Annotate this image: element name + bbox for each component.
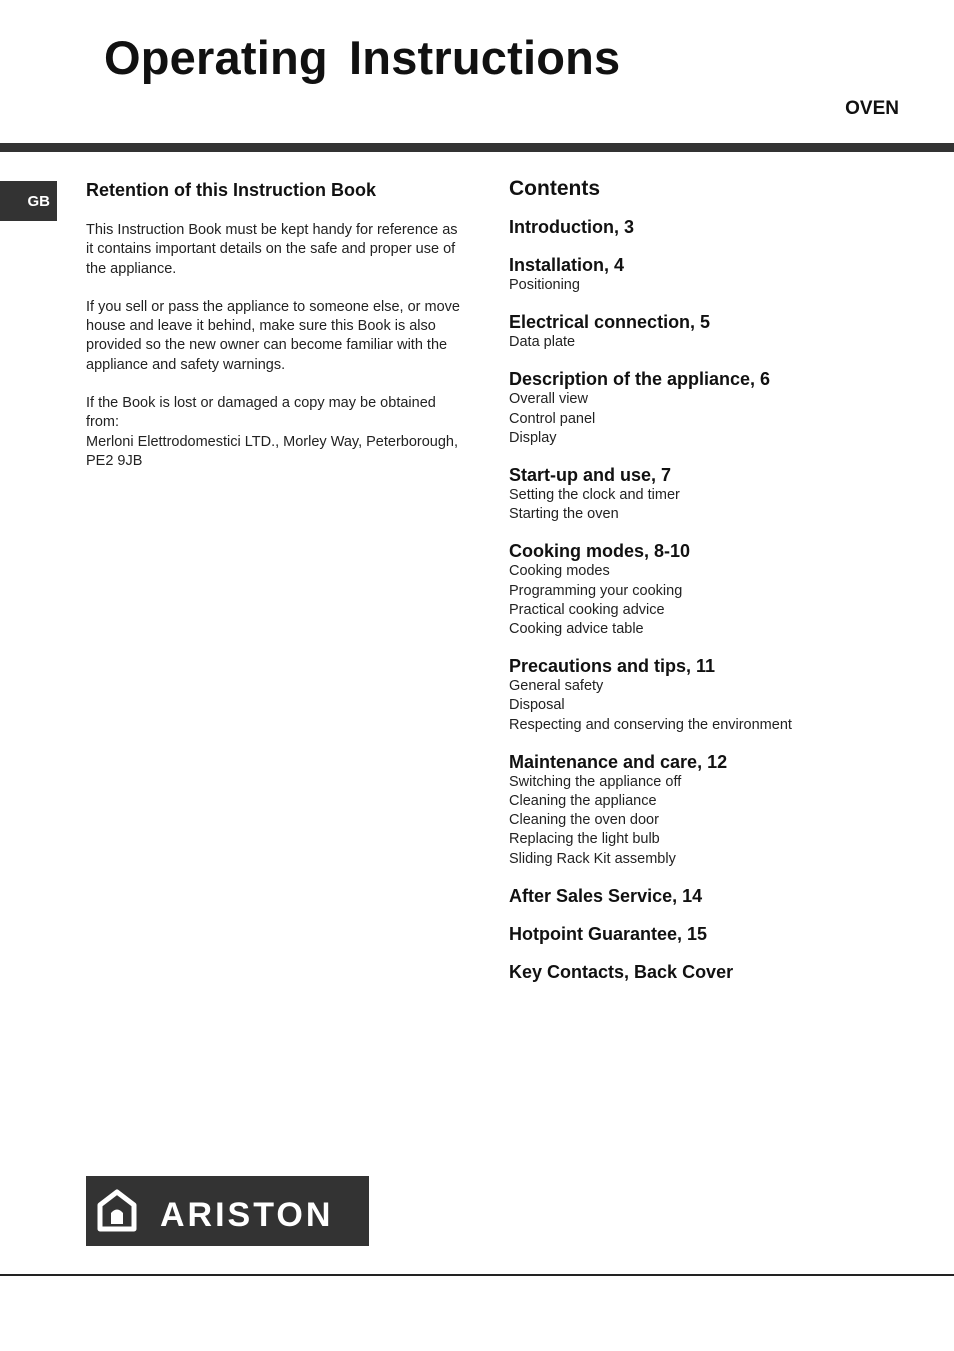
toc-subitem: Cooking modes xyxy=(509,563,610,580)
product-label: OVEN xyxy=(845,98,899,119)
toc-subitem: Overall view xyxy=(509,391,588,408)
lost-book-paragraph xyxy=(86,394,466,471)
footer-divider xyxy=(0,1274,954,1276)
toc-entry-title: Maintenance and care, 12 xyxy=(509,751,728,772)
toc-entry xyxy=(509,464,929,524)
lost-book-text: If the Book is lost or damaged a copy may be obtained from: xyxy=(86,395,436,431)
retention-heading: Retention of this Instruction Book xyxy=(86,180,376,200)
toc-entry-title: Cooking modes, 8-10 xyxy=(509,541,691,562)
toc-entry-title: Key Contacts, Back Cover xyxy=(509,961,734,982)
page-title: Operating Instructions xyxy=(104,31,621,84)
table-of-contents xyxy=(509,216,929,983)
toc-entry xyxy=(509,961,929,983)
toc-subitem: Cleaning the appliance xyxy=(509,793,657,810)
toc-entry xyxy=(509,923,929,945)
contents-section xyxy=(509,176,929,999)
toc-entry-title: Hotpoint Guarantee, 15 xyxy=(509,923,708,944)
toc-subitem: Respecting and conserving the environment xyxy=(509,716,792,733)
toc-entry xyxy=(509,655,929,735)
toc-entry-title: Introduction, 3 xyxy=(509,217,634,237)
toc-subitem: Positioning xyxy=(509,277,580,293)
language-tab: GB xyxy=(0,181,57,221)
retention-paragraph: If you sell or pass the appliance to someone else, or move house and leave it behind, make sure this Book is also provided so the new owner can become familiar with the appliance and safety warnings. xyxy=(86,298,460,373)
toc-subitem: Display xyxy=(509,429,557,446)
toc-entry-title: Electrical connection, 5 xyxy=(509,312,711,333)
toc-entry-title: Installation, 4 xyxy=(509,255,625,275)
toc-subitem: Switching the appliance off xyxy=(509,773,682,790)
toc-entry-title: Start-up and use, 7 xyxy=(509,465,672,486)
toc-entry xyxy=(509,751,929,869)
toc-subitem: Disposal xyxy=(509,697,565,714)
brand-logo xyxy=(86,1176,369,1246)
toc-subitem: Data plate xyxy=(509,334,576,351)
toc-subitem: General safety xyxy=(509,678,604,695)
toc-subitem: Setting the clock and timer xyxy=(509,487,680,504)
toc-entry xyxy=(509,311,929,352)
header-divider xyxy=(0,143,954,152)
toc-subitem: Starting the oven xyxy=(509,506,619,523)
toc-entry-title: Description of the appliance, 6 xyxy=(509,369,771,390)
toc-entry xyxy=(509,540,929,639)
supplier-address: Merloni Elettrodomestici LTD., Morley Way, Peterborough, PE2 9JB xyxy=(86,433,459,469)
brand-name: ARISTON xyxy=(160,1195,334,1234)
toc-subitem: Control panel xyxy=(509,410,596,427)
contents-heading: Contents xyxy=(509,177,600,200)
toc-entry-title: After Sales Service, 14 xyxy=(509,885,703,906)
toc-entry-title: Precautions and tips, 11 xyxy=(509,656,716,677)
toc-entry xyxy=(509,254,929,295)
toc-subitem: Programming your cooking xyxy=(509,582,683,599)
toc-subitem: Replacing the light bulb xyxy=(509,831,660,848)
retention-paragraph: This Instruction Book must be kept handy for reference as it contains important details on the safe and proper use of the appliance. xyxy=(86,222,458,277)
toc-entry xyxy=(509,885,929,907)
toc-entry xyxy=(509,368,929,448)
house-logo-icon xyxy=(97,1189,137,1233)
toc-subitem: Practical cooking advice xyxy=(509,601,665,618)
toc-subitem: Cleaning the oven door xyxy=(509,812,659,829)
retention-section xyxy=(86,178,466,490)
toc-subitem: Cooking advice table xyxy=(509,621,644,638)
toc-entry xyxy=(509,216,929,238)
toc-subitem: Sliding Rack Kit assembly xyxy=(509,850,676,867)
